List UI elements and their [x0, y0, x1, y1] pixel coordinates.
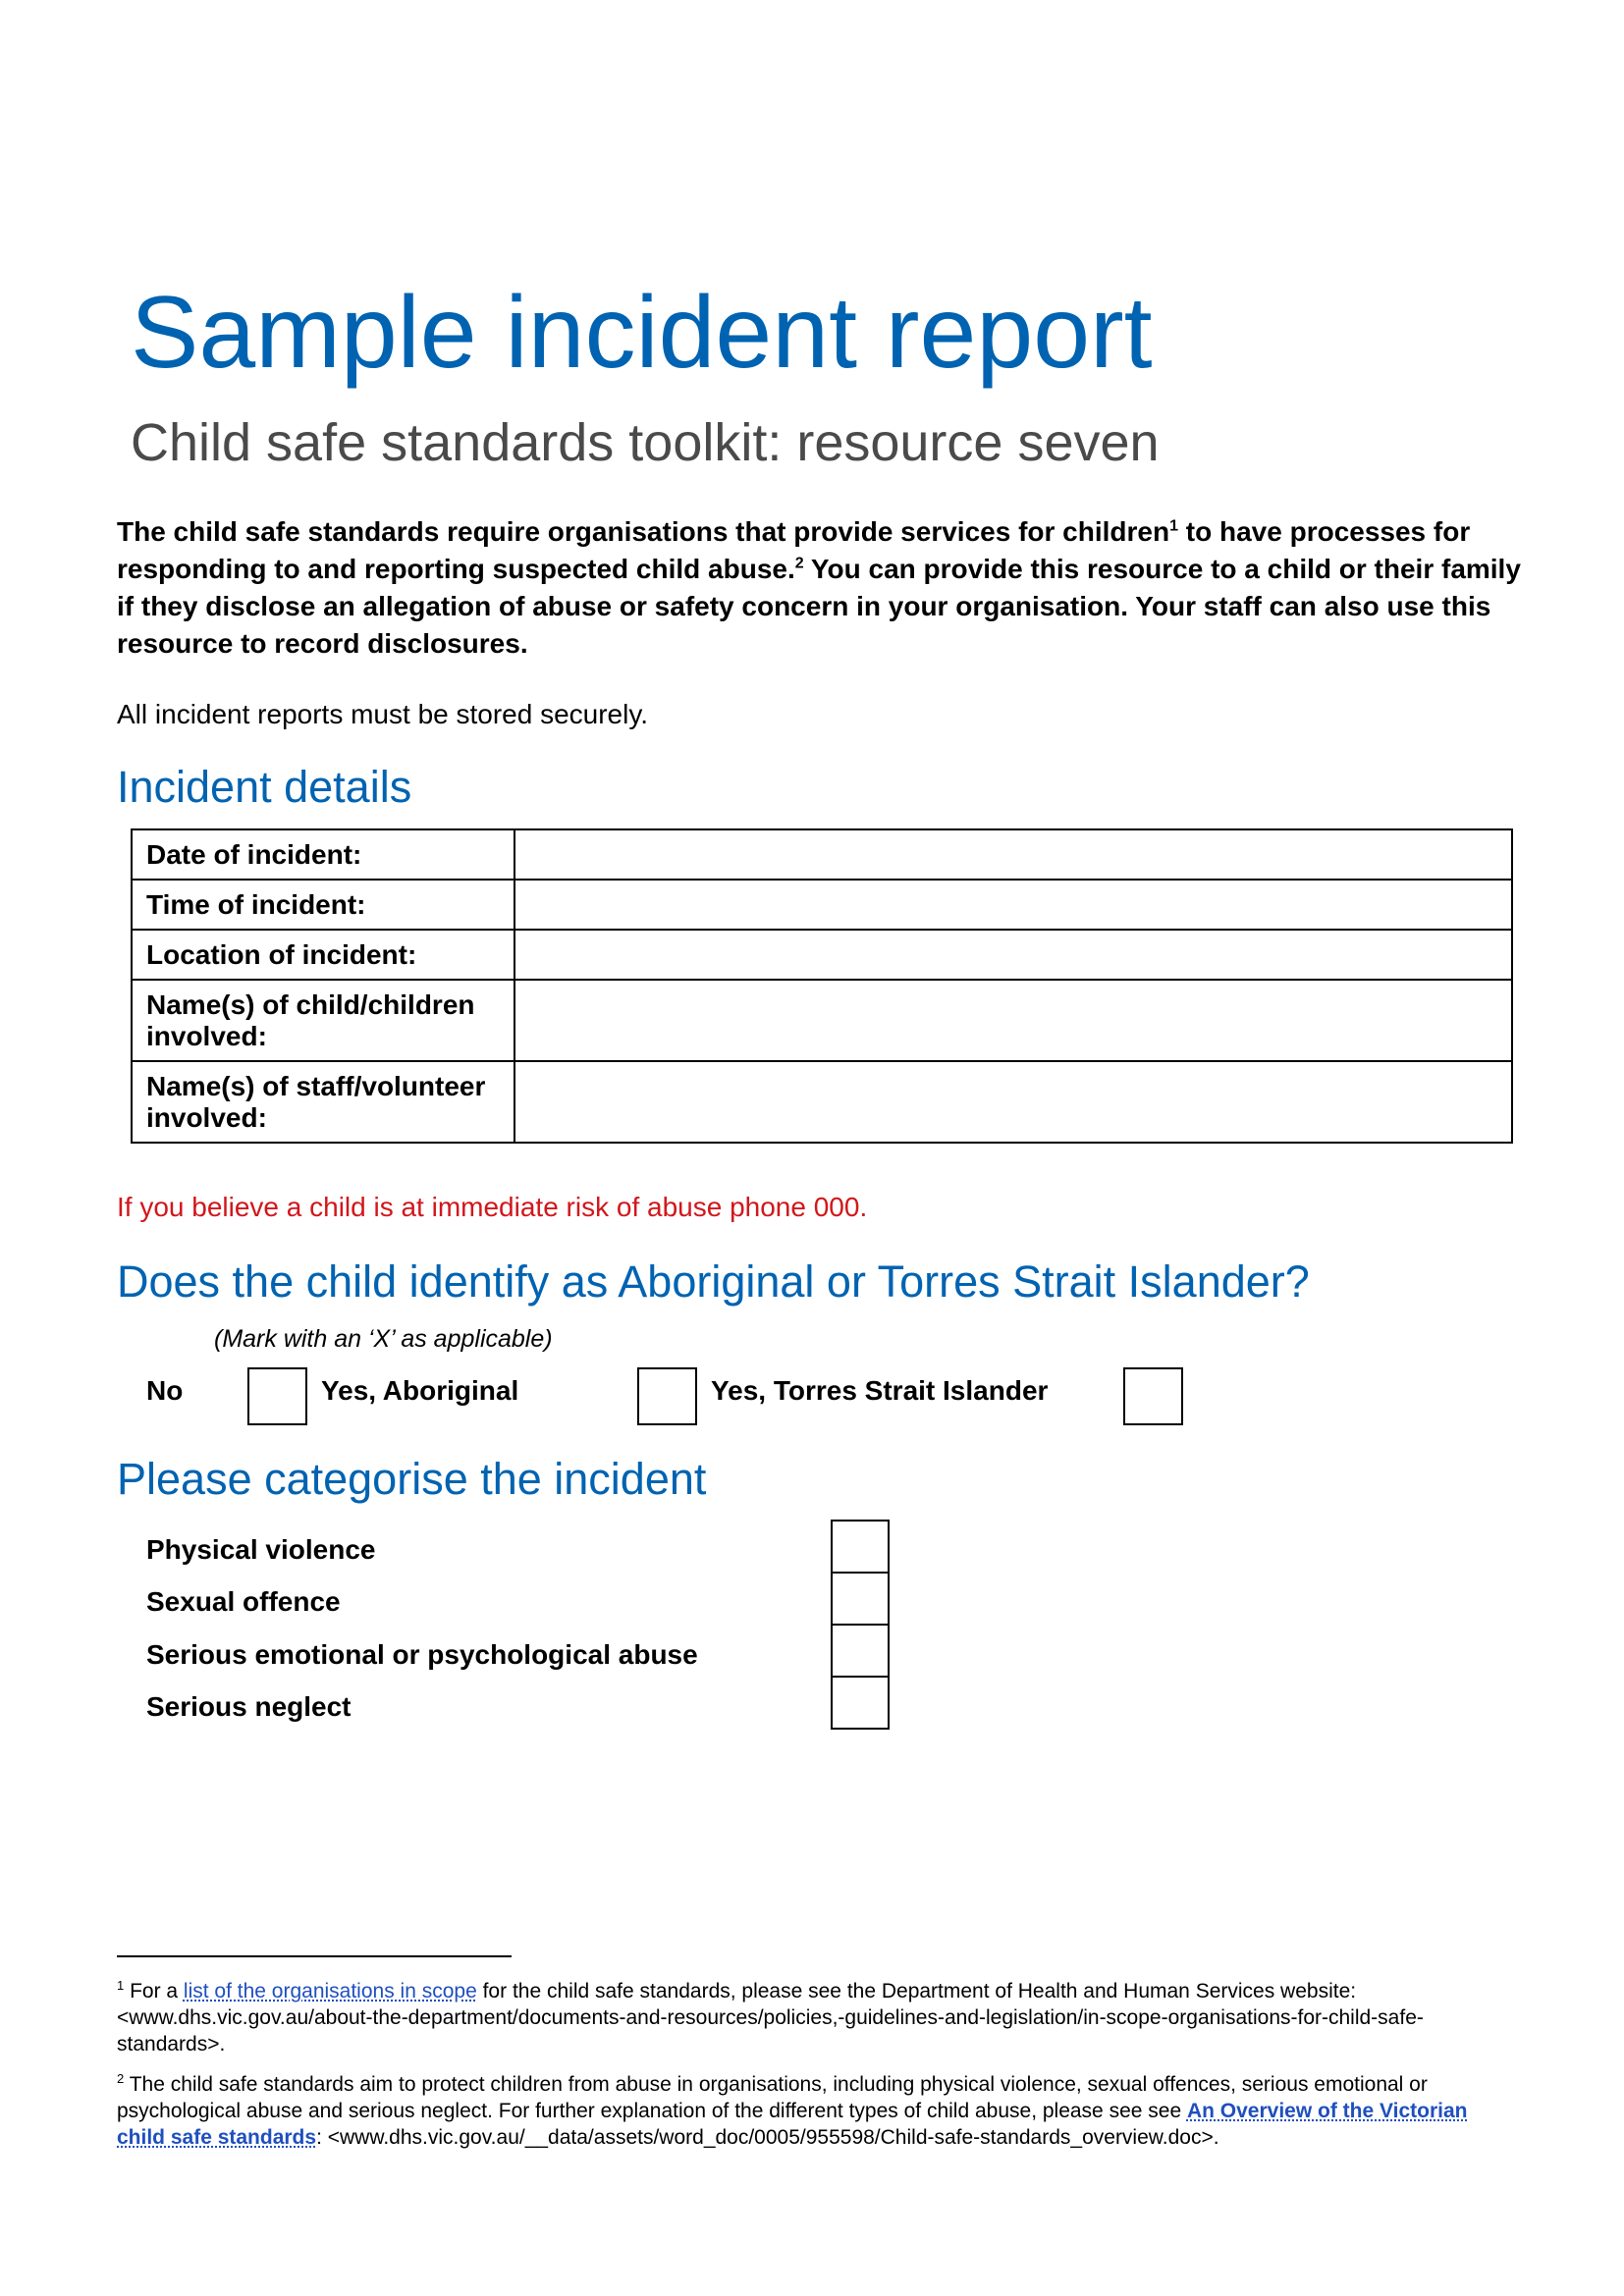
- footnote-1-number: 1: [117, 1978, 125, 1993]
- intro-text-1: The child safe standards require organisations that provide services for children: [117, 516, 1170, 547]
- overview-standards-link[interactable]: An Overview of the Victorian child safe standards: [117, 2100, 1468, 2149]
- footnote-separator: [117, 1955, 512, 1957]
- intro-text-2: to have processes for responding to and reporting suspected child abuse.: [117, 516, 1471, 584]
- table-row: [132, 930, 1512, 980]
- children-names-label: Name(s) of child/children involved:: [132, 980, 514, 1061]
- category-serious-neglect: Serious neglect: [146, 1691, 352, 1722]
- category-physical-violence: Physical violence: [146, 1534, 376, 1565]
- footnote-1-text-post: for the child safe standards, please see the Department of Health and Human Services website: <www.dhs.vic.gov.au/about-the-department/documents-and-resources/policies,-guidelines-and-legislation/in-scope-organisations-for-child-safe-standards>.: [117, 1980, 1424, 2056]
- staff-names-field[interactable]: [514, 1061, 1512, 1143]
- storage-note: All incident reports must be stored securely.: [117, 699, 649, 729]
- location-field[interactable]: [514, 930, 1512, 980]
- footnote-1-text-pre: For a: [124, 1980, 184, 2002]
- physical-violence-checkbox[interactable]: [831, 1520, 890, 1574]
- footnote-1: [117, 1978, 1521, 2057]
- footnote-2-text-post: : <www.dhs.vic.gov.au/__data/assets/word_doc/0005/955598/Child-safe-standards_overview.doc>.: [316, 2126, 1219, 2149]
- option-no-label: No: [146, 1375, 184, 1406]
- option-no-checkbox[interactable]: [247, 1367, 307, 1425]
- staff-names-label: Name(s) of staff/volunteer involved:: [132, 1061, 514, 1143]
- footnote-2-number: 2: [117, 2071, 125, 2086]
- categorise-heading: Please categorise the incident: [117, 1454, 707, 1504]
- sexual-offence-checkbox[interactable]: [831, 1572, 890, 1626]
- table-row: [132, 1061, 1512, 1143]
- category-sexual-offence: Sexual offence: [146, 1586, 341, 1617]
- option-aboriginal-label: Yes, Aboriginal: [321, 1375, 519, 1406]
- option-aboriginal-checkbox[interactable]: [637, 1367, 697, 1425]
- incident-details-table: [131, 828, 1513, 1144]
- page-subtitle: Child safe standards toolkit: resource seven: [131, 413, 1160, 472]
- footnote-2: [117, 2071, 1521, 2151]
- date-label: Date of incident:: [132, 829, 514, 880]
- table-row: [132, 829, 1512, 880]
- category-checkbox-column: [831, 1520, 888, 1730]
- category-emotional-abuse: Serious emotional or psychological abuse: [146, 1639, 698, 1670]
- time-field[interactable]: [514, 880, 1512, 930]
- intro-text-3: You can provide this resource to a child or their family if they disclose an allegation of abuse or safety concern in your organisation. Your staff can also use this resource to record disclosures.: [117, 554, 1521, 659]
- children-names-field[interactable]: [514, 980, 1512, 1061]
- mark-instruction: (Mark with an ‘X’ as applicable): [214, 1325, 553, 1353]
- location-label: Location of incident:: [132, 930, 514, 980]
- table-row: [132, 980, 1512, 1061]
- page-title: Sample incident report: [131, 276, 1153, 390]
- date-field[interactable]: [514, 829, 1512, 880]
- risk-warning: If you believe a child is at immediate risk of abuse phone 000.: [117, 1192, 868, 1222]
- footnote-2-text-pre: The child safe standards aim to protect children from abuse in organisations, including physical violence, sexual offences, serious emotional or psychological abuse and serious neglect. For further explanation of the different types of child abuse, please see see: [117, 2073, 1428, 2122]
- intro-paragraph: [117, 513, 1521, 663]
- footnote-ref-2[interactable]: 2: [794, 555, 804, 572]
- time-label: Time of incident:: [132, 880, 514, 930]
- aboriginal-heading: Does the child identify as Aboriginal or Torres Strait Islander?: [117, 1256, 1310, 1307]
- emotional-abuse-checkbox[interactable]: [831, 1624, 890, 1678]
- table-row: [132, 880, 1512, 930]
- option-torres-strait-label: Yes, Torres Strait Islander: [711, 1375, 1049, 1406]
- organisations-in-scope-link[interactable]: list of the organisations in scope: [183, 1980, 477, 2002]
- incident-details-heading: Incident details: [117, 762, 412, 812]
- footnote-ref-1[interactable]: 1: [1169, 517, 1178, 535]
- serious-neglect-checkbox[interactable]: [831, 1676, 890, 1730]
- option-torres-strait-checkbox[interactable]: [1123, 1367, 1183, 1425]
